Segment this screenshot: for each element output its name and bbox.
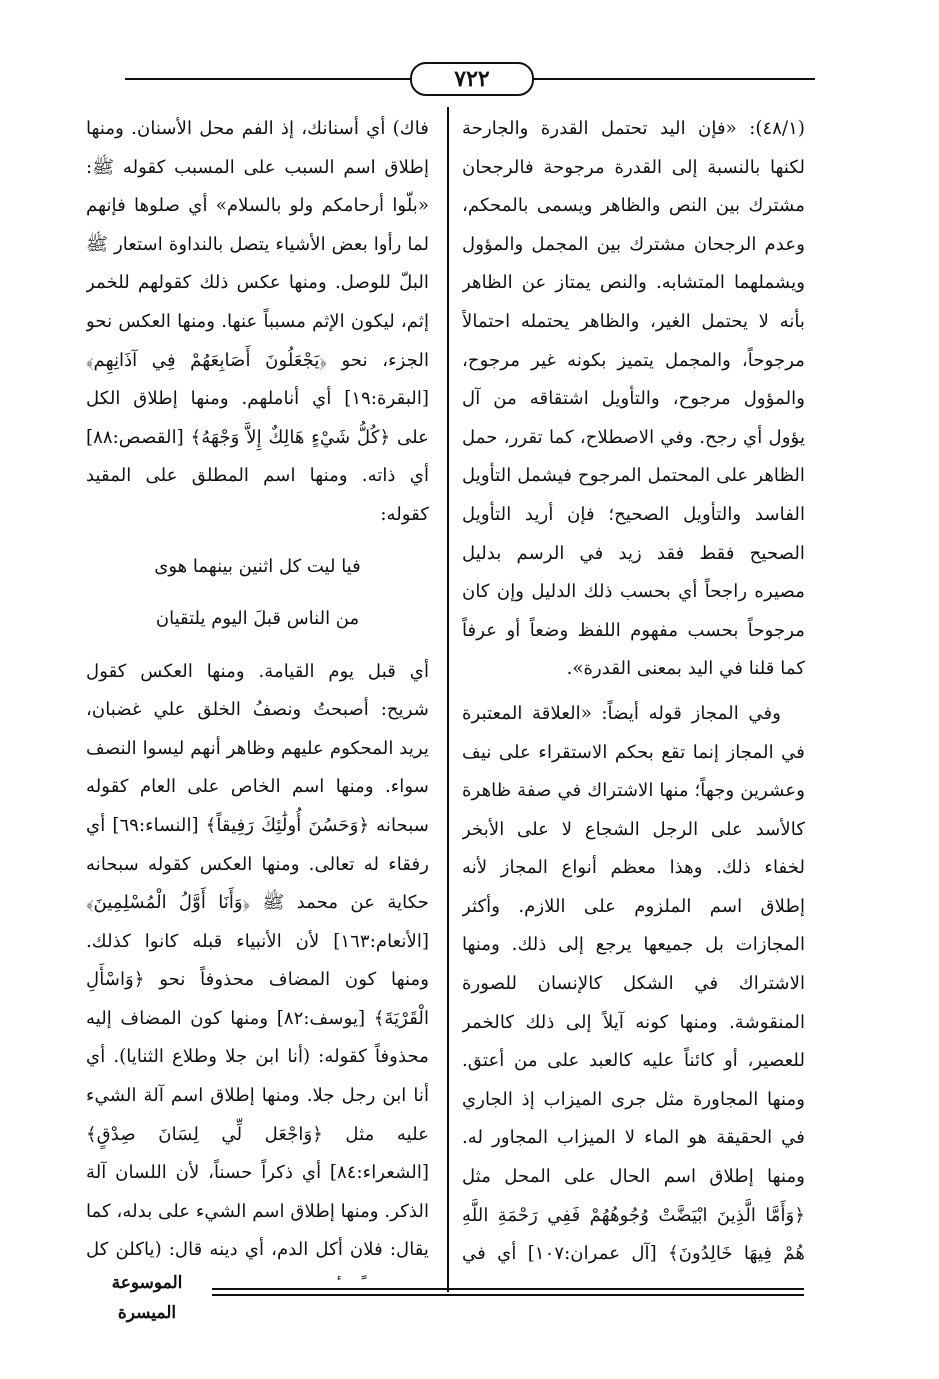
header-rule-left bbox=[125, 78, 410, 80]
left-paragraph-1: فاك) أي أسنانك، إذ الفم محل الأسنان. ومنها إطلاق اسم السبب على المسبب كقوله ﷺ: «بلّوا أرحامكم ولو بالسلام» أي صلوها فإنهم لما رأوا بعض الأشياء يتصل بالنداوة استعار ﷺ البلّ للوصل. ومنها عكس ذلك كقولهم للخمر إثم، ليكون الإثم مسبباً عنها. ومنها العكس نحو الجزء، نحو ﴿يَجْعَلُونَ أَصَابِعَهُمْ فِي آذَانِهِم﴾ [البقرة:١٩] أي أناملهم. ومنها إطلاق الكل على ﴿كُلُّ شَيْءٍ هَالِكٌ إِلاَّ وَجْهَهُ﴾ [القصص:٨٨] أي ذاته. ومنها اسم المطلق على المقيد كقوله: bbox=[86, 118, 429, 525]
poem-second-hemistich: من الناس قبلَ اليوم يلتقيان bbox=[155, 607, 360, 629]
page-number: ٧٢٢ bbox=[410, 62, 534, 96]
poem-verse bbox=[86, 541, 429, 645]
footer-book-title: الموسوعة الميسرة bbox=[82, 1268, 212, 1298]
page-header bbox=[0, 58, 939, 98]
header-rule-right bbox=[530, 78, 815, 80]
right-paragraph-1: (٤٨/١): «فإن اليد تحتمل القدرة والجارحة لكنها بالنسبة إلى القدرة مرجوحة فالرجحان مشترك بين النص والظاهر ويسمى بالمحكم، وعدم الرجحان مشترك بين المجمل والمؤول ويشملهما المتشابه. والنص يمتاز عن الظاهر بأنه لا يحتمل الغير، والظاهر يحتمله احتمالاً مرجوحاً، والمجمل يتميز بكونه غير مرجوح، والمؤول مرجوح، والتأويل اشتقاقه من آل يؤول أي رجح. وفي الاصطلاح، كما تقرر، حمل الظاهر على المحتمل المرجوح فيشمل التأويل الفاسد والتأويل الصحيح؛ فإن أريد التأويل الصحيح فقط فقد زيد في الرسم بدليل مصيره راجحاً أي بحسب ذلك الدليل وإن كان مرجوحاً بحسب مفهوم اللفظ وضعاً أو عرفاً كما قلنا في اليد بمعنى القدرة». bbox=[462, 118, 805, 680]
left-column bbox=[86, 110, 429, 1280]
column-divider bbox=[447, 107, 449, 1292]
left-paragraph-2: أي قبل يوم القيامة. ومنها العكس كقول شريح: أصبحتُ ونصفُ الخلق علي غضبان، يريد المحكوم عليهم وظاهر أنهم ليسوا النصف سواء. ومنها اسم الخاص على العام كقوله سبحانه ﴿وَحَسُنَ أُولَٰئِكَ رَفِيقاً﴾ [النساء:٦٩] أي رفقاء له تعالى. ومنها العكس كقوله سبحانه حكاية عن محمد ﷺ ﴿وَأَنَا أَوَّلُ الْمُسْلِمِينَ﴾ [الأنعام:١٦٣] لأن الأنبياء قبله كانوا كذلك. ومنها كون المضاف محذوفاً نحو ﴿وَاسْأَلِ الْقَرْيَةَ﴾ [يوسف:٨٢] ومنها كون المضاف إليه محذوفاً كقوله: (أنا ابن جلا وطلاع الثنايا). أي أنا ابن رجل جلا. ومنها إطلاق اسم آلة الشيء عليه مثل ﴿وَاجْعَل لِّي لِسَانَ صِدْقٍ﴾ [الشعراء:٨٤] أي ذكراً حسناً، لأن اللسان آلة الذكر. ومنها إطلاق اسم الشيء على بدله، كما يقال: فلان أكل الدم، أي دينه قال: (ياكلن كل bbox=[86, 660, 429, 1261]
right-column bbox=[462, 110, 805, 1280]
poem-first-hemistich: فيا ليت كل اثنين بينهما هوى bbox=[154, 555, 361, 577]
right-paragraph-2: وفي المجاز قوله أيضاً: «العلاقة المعتبرة في المجاز إنما تقع بحكم الاستقراء على نيف وعشرين وجهاً؛ منها الاشتراك في صفة ظاهرة كالأسد على الرجل الشجاع لا على الأبخر لخفاء ذلك. وهذا معظم أنواع المجاز لأنه إطلاق اسم الملزوم على اللازم. وأكثر المجازات بل جميعها يرجع إلى ذلك. ومنها الاشتراك في الشكل كالإنسان للصورة المنقوشة. ومنها كونه آيلاً إلى ذلك كالخمر للعصير، أو كائناً عليه كالعبد على من أعتق. ومنها المجاورة مثل جرى الميزاب إذ الجاري في الحقيقة هو الماء لا الميزاب المجاور له. ومنها إطلاق اسم الحال على المحل مثل ﴿وَأَمَّا الَّذِينَ ابْيَضَّتْ وُجُوهُهُمْ فَفِي رَحْمَةِ اللَّهِ هُمْ فِيهَا خَالِدُونَ﴾ [آل عمران:١٠٧] أي في bbox=[462, 702, 805, 1265]
